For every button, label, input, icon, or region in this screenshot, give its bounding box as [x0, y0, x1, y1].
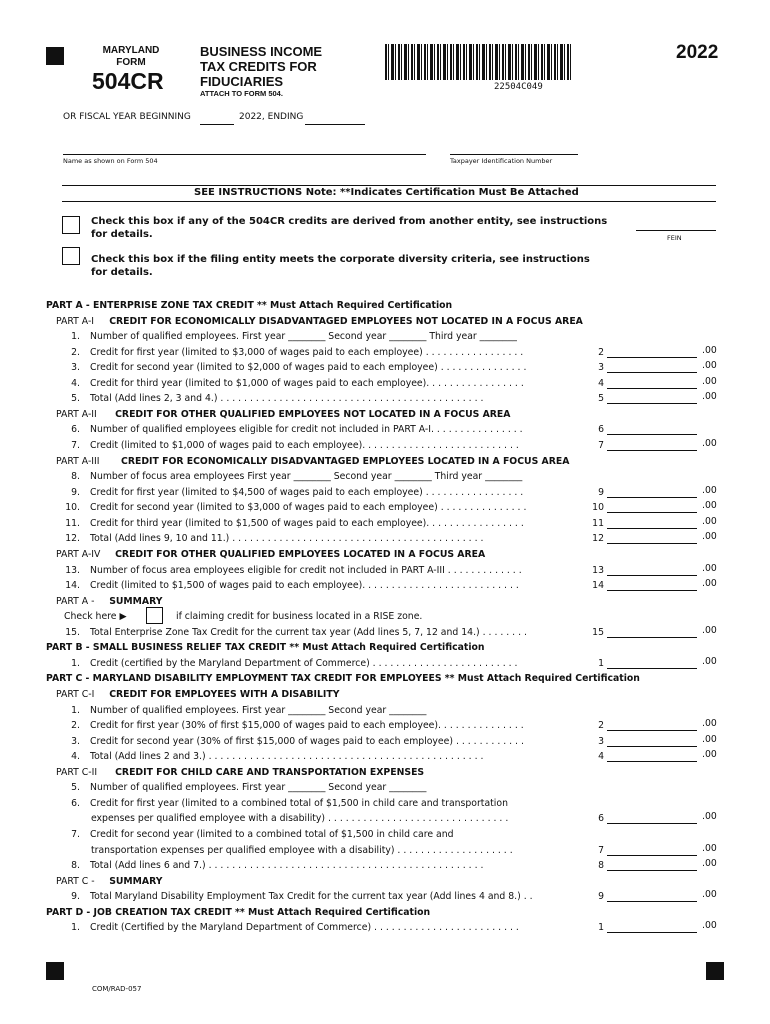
line-number: 3.: [71, 362, 80, 374]
line-number: 14.: [65, 580, 80, 592]
line-number: 4.: [71, 751, 80, 763]
tin-field[interactable]: [450, 154, 578, 155]
attach-note: ATTACH TO FORM 504.: [200, 89, 283, 98]
form-title: BUSINESS INCOME TAX CREDITS FOR FIDUCIARIES: [200, 44, 323, 89]
cents-label: .00: [702, 500, 717, 512]
form-line: [0, 578, 770, 593]
section-heading: [0, 874, 770, 889]
cents-label: .00: [702, 391, 717, 403]
part-heading-text: PART D - JOB CREATION TAX CREDIT ** Must Attach Required Certification: [46, 906, 431, 918]
line-number: 12.: [65, 533, 80, 545]
line-number: 15.: [65, 626, 80, 638]
line-number: 7.: [71, 440, 80, 452]
line-number: 9.: [71, 486, 80, 498]
section-heading: [0, 594, 770, 609]
line-number: 8.: [71, 860, 80, 872]
diversity-text: Check this box if the filing entity meets the corporate diversity criteria, see instructions for details.: [91, 254, 590, 278]
line-text: Credit for third year (limited to $1,000 of wages paid to each employee). . . . . . . . . . . . . . . . .: [90, 377, 524, 389]
cents-label: .00: [702, 578, 717, 590]
amount-field[interactable]: [607, 434, 697, 435]
line-ref: 1: [598, 922, 604, 934]
form-line: [0, 625, 770, 640]
line-number: 10.: [65, 502, 80, 514]
section-title: CREDIT FOR EMPLOYEES WITH A DISABILITY: [109, 689, 340, 700]
line-number: 5.: [71, 782, 80, 794]
form-line: [0, 889, 770, 904]
line-number: 1.: [71, 704, 80, 716]
barcode-text: 22504C049: [494, 82, 543, 92]
section-prefix: PART C-I: [56, 689, 95, 700]
section-prefix: PART A-IV: [56, 548, 101, 560]
registration-mark-top-left: [46, 47, 64, 65]
form-line: [0, 469, 770, 484]
derived-credit-text: Check this box if any of the 504CR credits are derived from another entity, see instructions for details.: [91, 216, 608, 240]
form-line: [0, 734, 770, 749]
line-text: Total Enterprise Zone Tax Credit for the current tax year (Add lines 5, 7, 12 and 14.) . . . . . . . .: [90, 626, 527, 638]
line-ref: 12: [592, 533, 604, 545]
line-number: 2.: [71, 720, 80, 732]
line-text: Number of qualified employees. First year ________ Second year ________ Third year ________: [90, 331, 517, 343]
line-text: Credit (limited to $1,500 of wages paid to each employee). . . . . . . . . . . . . . . . . . . . . . . . . . .: [90, 580, 519, 592]
form-line: [0, 920, 770, 935]
line-ref: 1: [598, 657, 604, 669]
registration-mark-bottom-right: [706, 962, 724, 980]
line-text: Credit for second year (limited to a combined total of $1,500 in child care and: [90, 829, 454, 841]
line-number: 8.: [71, 471, 80, 483]
form-number: 504CR: [92, 68, 164, 94]
barcode: [385, 44, 571, 80]
cents-label: .00: [702, 655, 717, 667]
state-label: MARYLAND FORM: [102, 45, 160, 68]
form-line: [0, 827, 770, 842]
check-here-label: Check here ▶: [64, 611, 127, 623]
line-ref: 3: [598, 735, 604, 747]
amount-field[interactable]: [607, 388, 697, 389]
cents-label: .00: [702, 842, 717, 854]
amount-field[interactable]: [607, 528, 697, 529]
cents-label: .00: [702, 749, 717, 761]
form-code: COM/RAD-057: [92, 985, 142, 993]
section-heading: [0, 547, 770, 562]
line-text: Number of focus area employees eligible for credit not included in PART A-III . . . . . . . . . . . . .: [90, 564, 522, 576]
form-line: [0, 485, 770, 500]
section-prefix: PART A -: [56, 595, 95, 607]
line-ref: 7: [598, 844, 604, 856]
registration-mark-bottom-left: [46, 962, 64, 980]
cents-label: .00: [702, 889, 717, 901]
line-ref: 8: [598, 860, 604, 872]
line-text: expenses per qualified employee with a disability) . . . . . . . . . . . . . . . . . . . . . . . . . . . . . . .: [91, 813, 509, 825]
amount-field[interactable]: [607, 668, 697, 669]
amount-field[interactable]: [607, 761, 697, 762]
line-text: Number of focus area employees First year ________ Second year ________ Third year ________: [90, 471, 523, 483]
amount-field[interactable]: [607, 450, 697, 451]
derived-credit-checkbox[interactable]: [62, 216, 80, 234]
line-text: Number of qualified employees. First year ________ Second year ________: [90, 704, 427, 716]
line-number: 3.: [71, 735, 80, 747]
form-line: [0, 438, 770, 453]
line-number: 6.: [71, 424, 80, 436]
amount-field[interactable]: [607, 901, 697, 902]
form-line: [0, 843, 770, 858]
line-text: Credit for second year (limited to $2,000 of wages paid to each employee) . . . . . . . . . . . . . . .: [90, 362, 527, 374]
line-ref: 5: [598, 393, 604, 405]
line-number: 1.: [71, 922, 80, 934]
cents-label: .00: [702, 733, 717, 745]
amount-field[interactable]: [607, 746, 697, 747]
amount-field[interactable]: [607, 855, 697, 856]
line-text: Credit for first year (limited to a combined total of $1,500 in child care and transportation: [90, 797, 508, 809]
line-text: Number of qualified employees eligible for credit not included in PART A-I. . . . . . . . . . . . . . . .: [90, 424, 523, 436]
amount-field[interactable]: [607, 512, 697, 513]
form-line: [0, 811, 770, 826]
line-number: 7.: [71, 829, 80, 841]
amount-field[interactable]: [607, 543, 697, 544]
section-title: CREDIT FOR ECONOMICALLY DISADVANTAGED EMPLOYEES NOT LOCATED IN A FOCUS AREA: [109, 315, 583, 327]
divider: [62, 201, 716, 202]
amount-field[interactable]: [607, 497, 697, 498]
line-ref: 15: [592, 626, 604, 638]
cents-label: .00: [702, 718, 717, 730]
diversity-checkbox[interactable]: [62, 247, 80, 265]
form-line: [0, 422, 770, 437]
section-title: SUMMARY: [109, 875, 163, 887]
section-heading: [0, 687, 770, 702]
line-number: 1.: [71, 657, 80, 669]
form-line: [0, 345, 770, 360]
section-heading: [0, 407, 770, 422]
line-ref: 10: [592, 502, 604, 514]
section-heading: [0, 314, 770, 329]
cents-label: .00: [702, 484, 717, 496]
form-line: [0, 656, 770, 671]
form-line: [0, 531, 770, 546]
section-title: CREDIT FOR CHILD CARE AND TRANSPORTATION EXPENSES: [115, 766, 425, 778]
amount-field[interactable]: [607, 403, 697, 404]
amount-field[interactable]: [607, 730, 697, 731]
line-ref: 6: [598, 813, 604, 825]
line-number: 13.: [65, 564, 80, 576]
line-text: Credit for second year (30% of first $15,000 of wages paid to each employee) . . . . . . . . . . . .: [90, 735, 524, 747]
part-heading-text: PART C - MARYLAND DISABILITY EMPLOYMENT TAX CREDIT FOR EMPLOYEES ** Must Attach Required Certification: [46, 673, 640, 685]
cents-label: .00: [702, 344, 717, 356]
line-number: 2.: [71, 346, 80, 358]
form-line: [0, 329, 770, 344]
rise-zone-checkbox[interactable]: [146, 607, 163, 624]
line-number: 1.: [71, 331, 80, 343]
line-ref: 9: [598, 486, 604, 498]
line-number: 9.: [71, 891, 80, 903]
line-number: 4.: [71, 377, 80, 389]
line-text: transportation expenses per qualified employee with a disability) . . . . . . . . . . . . . . . . . . . .: [91, 844, 513, 856]
form-line: [0, 376, 770, 391]
amount-field[interactable]: [607, 590, 697, 591]
line-ref: 2: [598, 346, 604, 358]
line-ref: 2: [598, 720, 604, 732]
line-text: Credit for second year (limited to $3,000 of wages paid to each employee) . . . . . . . . . . . . . . .: [90, 502, 527, 514]
form-line: [0, 360, 770, 375]
cents-label: .00: [702, 360, 717, 372]
amount-field[interactable]: [607, 870, 697, 871]
instructions-note: SEE INSTRUCTIONS Note: **Indicates Certification Must Be Attached: [194, 187, 579, 198]
section-prefix: PART C-II: [56, 766, 98, 778]
rise-zone-row: [0, 609, 770, 624]
fein-field[interactable]: [636, 230, 716, 231]
line-text: Credit (limited to $1,000 of wages paid to each employee). . . . . . . . . . . . . . . . . . . . . . . . . . .: [90, 440, 519, 452]
form-line: [0, 391, 770, 406]
amount-field[interactable]: [607, 575, 697, 576]
tin-label: Taxpayer Identification Number: [450, 157, 553, 165]
part-heading: [0, 640, 770, 655]
line-text: Total (Add lines 2 and 3.) . . . . . . . . . . . . . . . . . . . . . . . . . . . . . . . . . . . . . . . . . . . . . . .: [90, 751, 484, 763]
fiscal-year-label: OR FISCAL YEAR BEGINNING: [63, 112, 191, 122]
line-text: Credit (certified by the Maryland Department of Commerce) . . . . . . . . . . . . . . . . . . . . . . . . .: [90, 657, 518, 669]
cents-label: .00: [702, 624, 717, 636]
line-ref: 7: [598, 440, 604, 452]
form-line: [0, 516, 770, 531]
amount-field[interactable]: [607, 357, 697, 358]
name-label: Name as shown on Form 504: [63, 157, 158, 165]
section-heading: [0, 765, 770, 780]
section-prefix: PART A-II: [56, 408, 97, 420]
section-heading: [0, 454, 770, 469]
line-number: 5.: [71, 393, 80, 405]
amount-field[interactable]: [607, 932, 697, 933]
line-ref: 4: [598, 377, 604, 389]
section-title: SUMMARY: [109, 595, 163, 607]
fiscal-ending-label: 2022, ENDING: [239, 112, 304, 122]
line-number: 11.: [65, 517, 80, 529]
section-title: CREDIT FOR ECONOMICALLY DISADVANTAGED EMPLOYEES LOCATED IN A FOCUS AREA: [121, 455, 570, 467]
cents-label: .00: [702, 531, 717, 543]
cents-label: .00: [702, 811, 717, 823]
divider: [62, 185, 716, 186]
line-number: 6.: [71, 797, 80, 809]
fiscal-begin-field[interactable]: [200, 124, 234, 125]
part-heading: [0, 671, 770, 686]
line-ref: 4: [598, 751, 604, 763]
line-text: Number of qualified employees. First year ________ Second year ________: [90, 782, 427, 794]
line-text: Total (Add lines 2, 3 and 4.) . . . . . . . . . . . . . . . . . . . . . . . . . . . . . . . . . . . . . . . . . . . . .: [90, 393, 484, 405]
cents-label: .00: [702, 438, 717, 450]
tax-year: 2022: [676, 42, 719, 63]
form-line: [0, 858, 770, 873]
form-line: [0, 796, 770, 811]
fiscal-end-field[interactable]: [305, 124, 365, 125]
line-text: Credit for first year (30% of first $15,000 of wages paid to each employee). . . . . . . . . . . . . . .: [90, 720, 524, 732]
cents-label: .00: [702, 375, 717, 387]
line-ref: 13: [592, 564, 604, 576]
form-line: [0, 780, 770, 795]
line-text: Total (Add lines 6 and 7.) . . . . . . . . . . . . . . . . . . . . . . . . . . . . . . . . . . . . . . . . . . . . . . .: [90, 860, 484, 872]
form-line: [0, 718, 770, 733]
form-line: [0, 749, 770, 764]
cents-label: .00: [702, 858, 717, 870]
part-heading: [0, 298, 770, 313]
form-line: [0, 563, 770, 578]
rise-zone-label: if claiming credit for business located in a RISE zone.: [176, 611, 423, 623]
line-text: Total (Add lines 9, 10 and 11.) . . . . . . . . . . . . . . . . . . . . . . . . . . . . . . . . . . . . . . . . . . .: [90, 533, 484, 545]
line-ref: 3: [598, 362, 604, 374]
cents-label: .00: [702, 515, 717, 527]
line-text: Credit (Certified by the Maryland Department of Commerce) . . . . . . . . . . . . . . . . . . . . . . . . .: [90, 922, 519, 934]
cents-label: .00: [702, 562, 717, 574]
form-line: [0, 500, 770, 515]
cents-label: .00: [702, 920, 717, 932]
line-ref: 6: [598, 424, 604, 436]
line-ref: 11: [592, 517, 604, 529]
line-ref: 9: [598, 891, 604, 903]
amount-field[interactable]: [607, 372, 697, 373]
name-field[interactable]: [63, 154, 426, 155]
line-text: Total Maryland Disability Employment Tax Credit for the current tax year (Add lines 4 and 8.) . .: [90, 891, 533, 903]
part-heading-text: PART A - ENTERPRISE ZONE TAX CREDIT ** Must Attach Required Certification: [46, 300, 453, 311]
line-ref: 14: [592, 580, 604, 592]
line-text: Credit for first year (limited to $3,000 of wages paid to each employee) . . . . . . . . . . . . . . . . .: [90, 346, 524, 358]
amount-field[interactable]: [607, 637, 697, 638]
section-title: CREDIT FOR OTHER QUALIFIED EMPLOYEES LOCATED IN A FOCUS AREA: [115, 548, 486, 560]
form-line: [0, 703, 770, 718]
part-heading-text: PART B - SMALL BUSINESS RELIEF TAX CREDIT ** Must Attach Required Certification: [46, 642, 485, 654]
fein-label: FEIN: [667, 234, 682, 242]
section-prefix: PART C -: [56, 875, 95, 887]
line-text: Credit for first year (limited to $4,500 of wages paid to each employee) . . . . . . . . . . . . . . . . .: [90, 486, 524, 498]
amount-field[interactable]: [607, 823, 697, 824]
section-title: CREDIT FOR OTHER QUALIFIED EMPLOYEES NOT LOCATED IN A FOCUS AREA: [115, 408, 511, 420]
section-prefix: PART A-III: [56, 455, 100, 467]
part-heading: [0, 905, 770, 920]
line-text: Credit for third year (limited to $1,500 of wages paid to each employee). . . . . . . . . . . . . . . . .: [90, 517, 524, 529]
section-prefix: PART A-I: [56, 315, 95, 327]
